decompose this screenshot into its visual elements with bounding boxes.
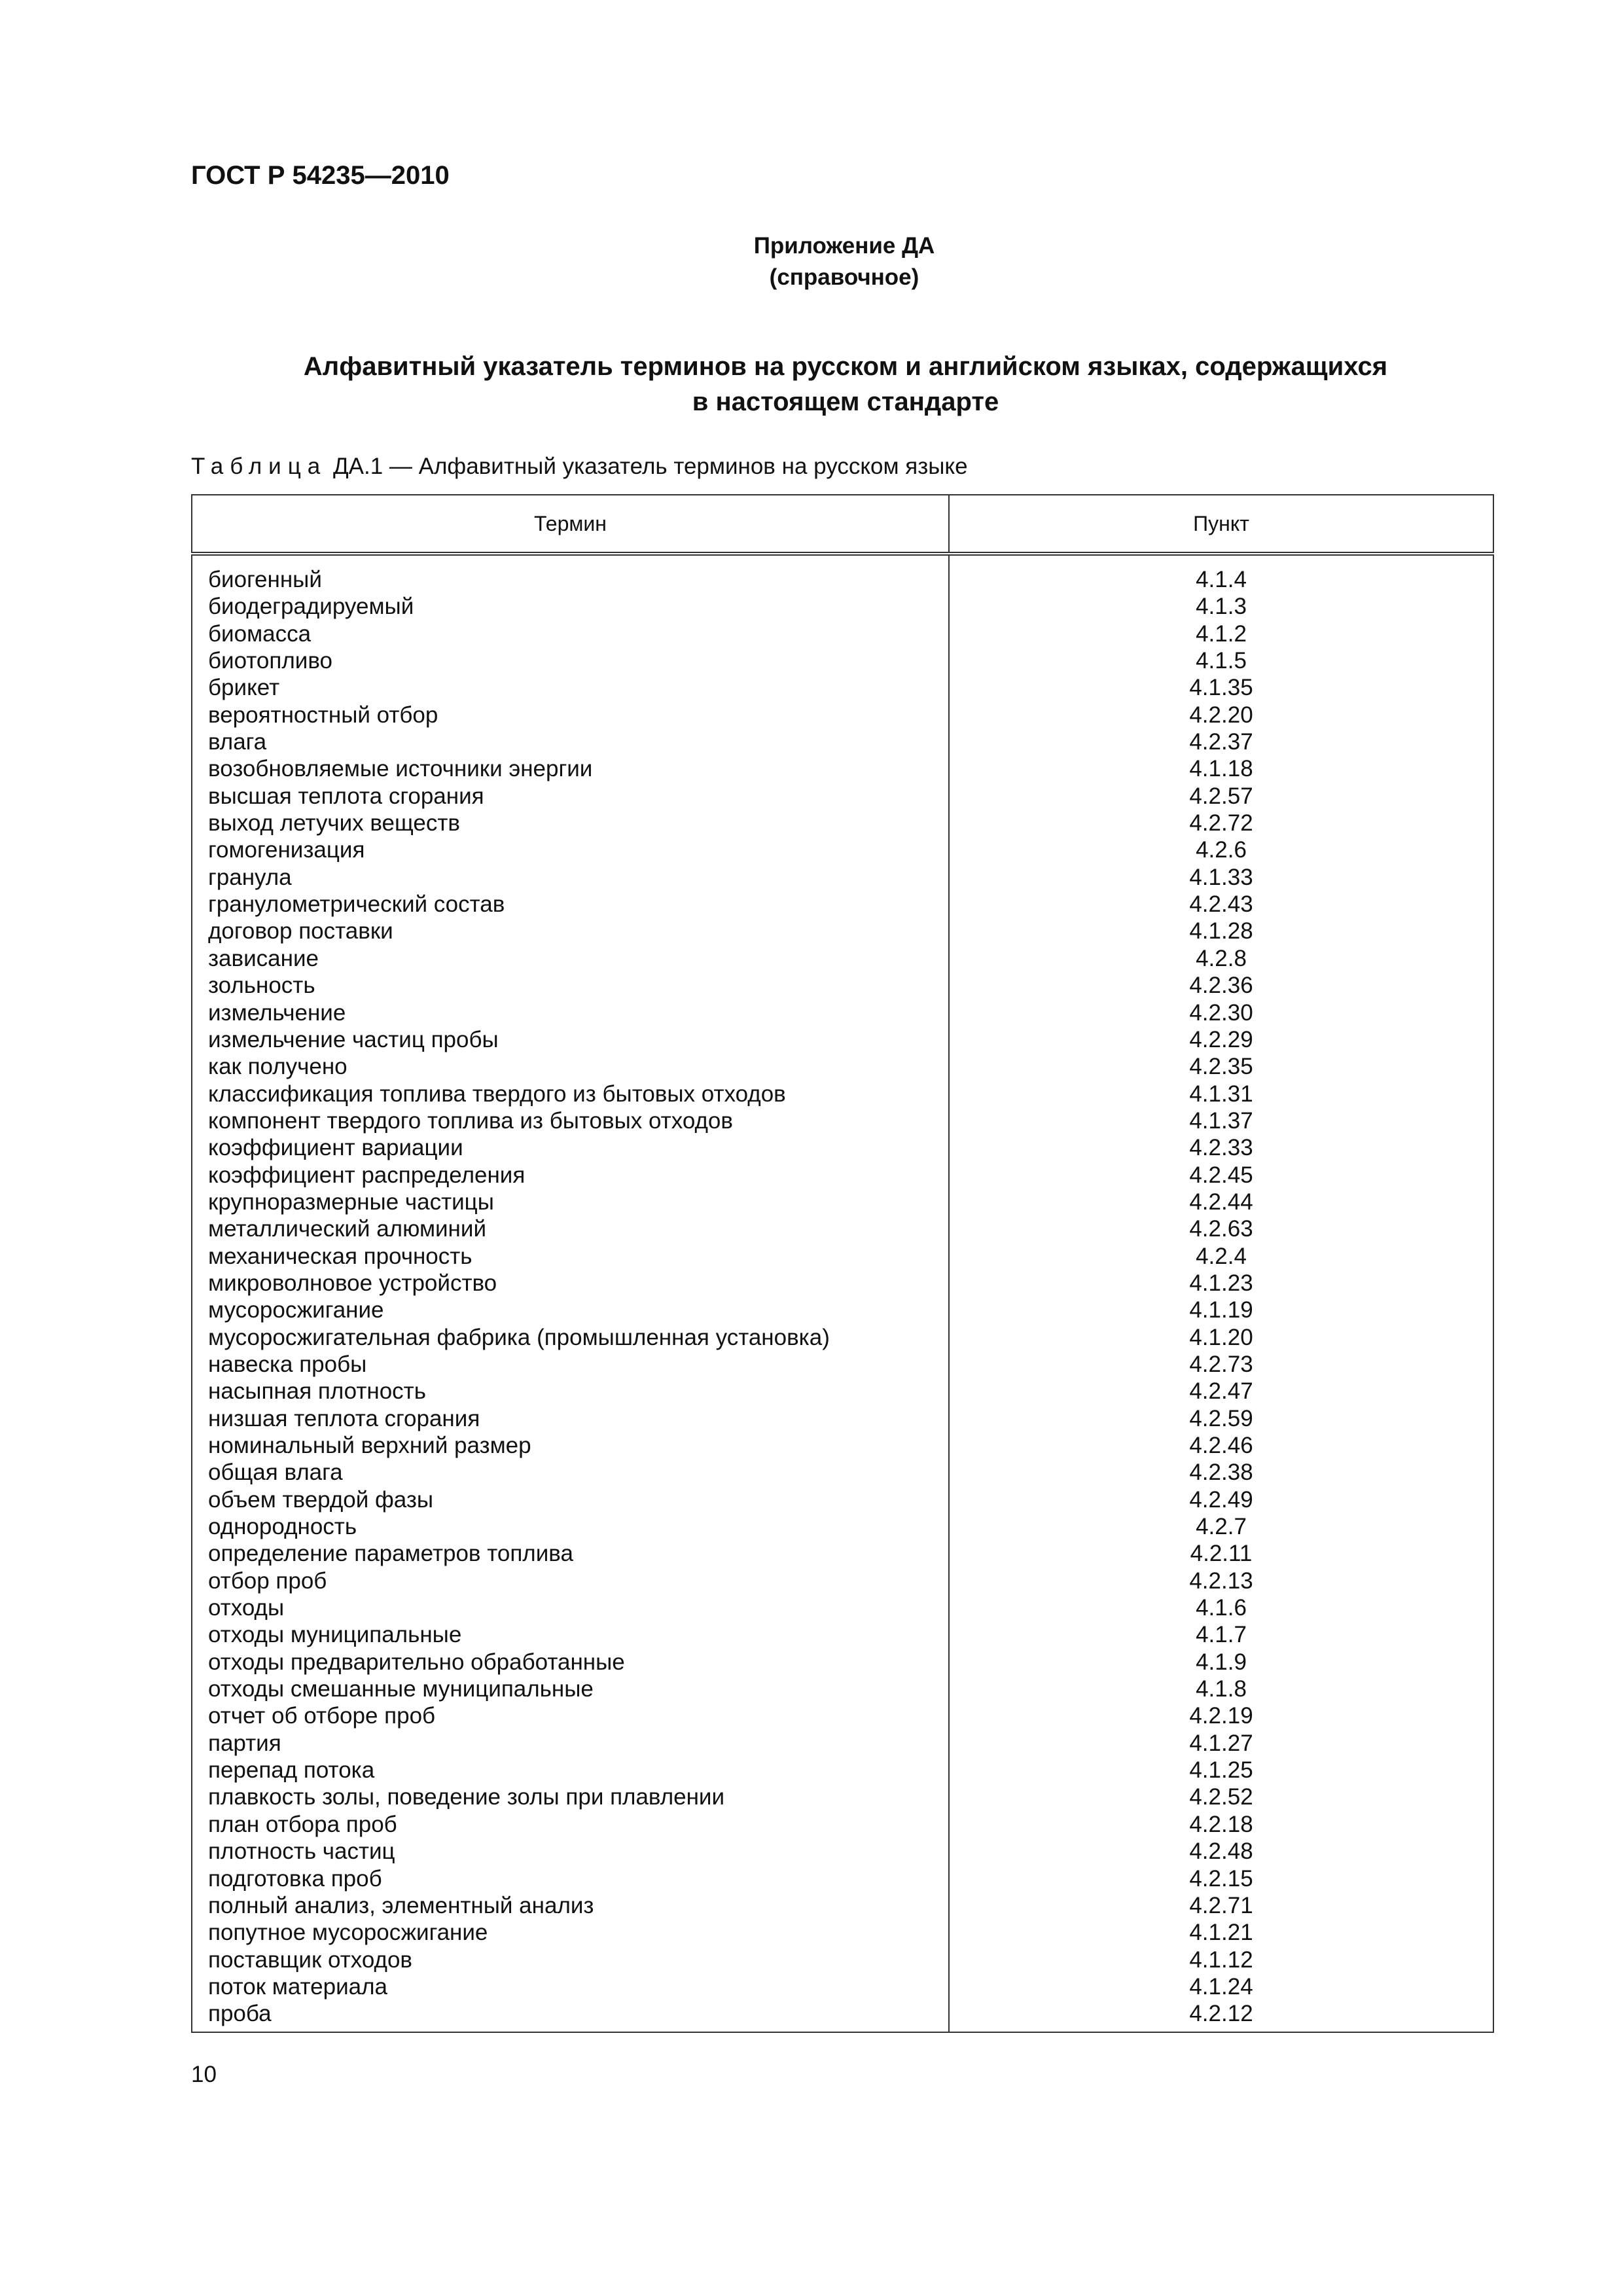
clause-cell: 4.2.13 [949, 1568, 1493, 1594]
clause-cell: 4.2.44 [949, 1189, 1493, 1215]
table-row [192, 1730, 1493, 1757]
clause-cell: 4.2.12 [949, 2000, 1493, 2032]
appendix-heading [654, 230, 1034, 293]
clause-cell: 4.1.5 [949, 647, 1493, 674]
clause-cell: 4.2.72 [949, 810, 1493, 836]
clause-cell: 4.2.63 [949, 1215, 1493, 1242]
clause-cell: 4.2.43 [949, 891, 1493, 918]
term-cell: мусоросжигательная фабрика (промышленная установка) [192, 1324, 949, 1351]
table-row [192, 1053, 1493, 1080]
clause-cell: 4.1.4 [949, 554, 1493, 593]
table-row [192, 783, 1493, 810]
term-cell: плотность частиц [192, 1838, 949, 1865]
clause-cell: 4.2.6 [949, 836, 1493, 863]
term-cell: отходы предварительно обработанные [192, 1649, 949, 1676]
table-row [192, 1973, 1493, 2000]
table-row [192, 1865, 1493, 1892]
clause-cell: 4.1.20 [949, 1324, 1493, 1351]
term-cell: отчет об отборе проб [192, 1702, 949, 1729]
clause-cell: 4.1.33 [949, 864, 1493, 891]
term-cell: проба [192, 2000, 949, 2032]
table-row [192, 1568, 1493, 1594]
table-row [192, 1649, 1493, 1676]
clause-cell: 4.2.7 [949, 1513, 1493, 1540]
term-cell: отходы муниципальные [192, 1621, 949, 1648]
term-cell: биодеградируемый [192, 593, 949, 620]
term-cell: выход летучих веществ [192, 810, 949, 836]
clause-cell: 4.1.35 [949, 674, 1493, 701]
table-row [192, 864, 1493, 891]
term-cell: отходы смешанные муниципальные [192, 1676, 949, 1702]
clause-cell: 4.1.6 [949, 1594, 1493, 1621]
table-row [192, 593, 1493, 620]
clause-cell: 4.1.27 [949, 1730, 1493, 1757]
table-header-row [192, 495, 1493, 554]
clause-cell: 4.1.24 [949, 1973, 1493, 2000]
term-cell: брикет [192, 674, 949, 701]
clause-cell: 4.2.19 [949, 1702, 1493, 1729]
term-cell: подготовка проб [192, 1865, 949, 1892]
table-row [192, 1026, 1493, 1053]
term-cell: биотопливо [192, 647, 949, 674]
term-cell: вероятностный отбор [192, 702, 949, 728]
table-row [192, 1134, 1493, 1161]
table-row [192, 1351, 1493, 1378]
term-index-table [191, 494, 1494, 2033]
table-caption-prefix: Таблица [191, 454, 327, 479]
clause-cell: 4.2.45 [949, 1162, 1493, 1189]
clause-cell: 4.1.8 [949, 1676, 1493, 1702]
table-row [192, 647, 1493, 674]
table-row [192, 1784, 1493, 1810]
term-cell: перепад потока [192, 1757, 949, 1784]
term-cell: крупноразмерные частицы [192, 1189, 949, 1215]
clause-cell: 4.2.47 [949, 1378, 1493, 1405]
term-cell: определение параметров топлива [192, 1540, 949, 1567]
table-row [192, 1892, 1493, 1919]
term-cell: коэффициент вариации [192, 1134, 949, 1161]
table-row [192, 1676, 1493, 1702]
term-cell: отходы [192, 1594, 949, 1621]
clause-cell: 4.1.18 [949, 755, 1493, 782]
term-cell: плавкость золы, поведение золы при плавлении [192, 1784, 949, 1810]
term-cell: навеска пробы [192, 1351, 949, 1378]
term-cell: партия [192, 1730, 949, 1757]
clause-cell: 4.1.2 [949, 620, 1493, 647]
table-row [192, 1621, 1493, 1648]
table-row [192, 1702, 1493, 1729]
term-cell: высшая теплота сгорания [192, 783, 949, 810]
table-row [192, 1189, 1493, 1215]
clause-cell: 4.2.52 [949, 1784, 1493, 1810]
table-row [192, 945, 1493, 972]
term-cell: классификация топлива твердого из бытовых отходов [192, 1081, 949, 1107]
index-title [191, 349, 1500, 420]
term-cell: попутное мусоросжигание [192, 1919, 949, 1946]
clause-cell: 4.2.29 [949, 1026, 1493, 1053]
table-row [192, 1540, 1493, 1567]
clause-cell: 4.2.33 [949, 1134, 1493, 1161]
clause-cell: 4.1.25 [949, 1757, 1493, 1784]
term-cell: низшая теплота сгорания [192, 1405, 949, 1432]
table-row [192, 1486, 1493, 1513]
clause-cell: 4.2.36 [949, 972, 1493, 999]
table-row [192, 1243, 1493, 1270]
term-cell: влага [192, 728, 949, 755]
term-cell: как получено [192, 1053, 949, 1080]
term-cell: отбор проб [192, 1568, 949, 1594]
term-cell: общая влага [192, 1459, 949, 1486]
table-row [192, 1946, 1493, 1973]
table-caption-text: ДА.1 — Алфавитный указатель терминов на русском языке [327, 454, 968, 479]
clause-cell: 4.2.48 [949, 1838, 1493, 1865]
table-row [192, 1459, 1493, 1486]
index-title-line-2: в настоящем стандарте [692, 387, 999, 416]
table-row [192, 1081, 1493, 1107]
term-cell: однородность [192, 1513, 949, 1540]
term-cell: коэффициент распределения [192, 1162, 949, 1189]
clause-cell: 4.2.59 [949, 1405, 1493, 1432]
table-row [192, 1432, 1493, 1459]
term-cell: план отбора проб [192, 1811, 949, 1838]
term-cell: гранула [192, 864, 949, 891]
term-cell: механическая прочность [192, 1243, 949, 1270]
term-cell: номинальный верхний размер [192, 1432, 949, 1459]
term-cell: мусоросжигание [192, 1297, 949, 1323]
term-cell: компонент твердого топлива из бытовых отходов [192, 1107, 949, 1134]
term-cell: гранулометрический состав [192, 891, 949, 918]
table-caption [191, 454, 968, 480]
clause-cell: 4.1.7 [949, 1621, 1493, 1648]
table-row [192, 918, 1493, 944]
table-row [192, 755, 1493, 782]
clause-cell: 4.1.19 [949, 1297, 1493, 1323]
clause-cell: 4.2.49 [949, 1486, 1493, 1513]
clause-cell: 4.2.11 [949, 1540, 1493, 1567]
table-row [192, 810, 1493, 836]
table-row [192, 1594, 1493, 1621]
clause-cell: 4.1.3 [949, 593, 1493, 620]
appendix-subtitle: (справочное) [769, 264, 919, 290]
table-row [192, 1919, 1493, 1946]
table-row [192, 620, 1493, 647]
document-code: ГОСТ Р 54235—2010 [191, 161, 450, 190]
table-row [192, 1297, 1493, 1323]
clause-cell: 4.1.21 [949, 1919, 1493, 1946]
table-row [192, 728, 1493, 755]
table-row [192, 999, 1493, 1026]
clause-cell: 4.1.31 [949, 1081, 1493, 1107]
table-row [192, 1162, 1493, 1189]
table-row [192, 554, 1493, 593]
term-cell: измельчение [192, 999, 949, 1026]
clause-cell: 4.2.46 [949, 1432, 1493, 1459]
term-cell: металлический алюминий [192, 1215, 949, 1242]
appendix-title: Приложение ДА [753, 233, 935, 259]
clause-cell: 4.2.37 [949, 728, 1493, 755]
term-cell: зависание [192, 945, 949, 972]
index-title-line-1: Алфавитный указатель терминов на русском и английском языках, содержащихся [303, 352, 1388, 381]
table-row [192, 1405, 1493, 1432]
table-row [192, 1513, 1493, 1540]
table-row [192, 1215, 1493, 1242]
clause-cell: 4.1.28 [949, 918, 1493, 944]
table-row [192, 1757, 1493, 1784]
page-number: 10 [191, 2062, 217, 2087]
clause-cell: 4.2.38 [949, 1459, 1493, 1486]
clause-cell: 4.2.57 [949, 783, 1493, 810]
clause-cell: 4.1.9 [949, 1649, 1493, 1676]
table-row [192, 972, 1493, 999]
term-cell: гомогенизация [192, 836, 949, 863]
table-row [192, 1378, 1493, 1405]
clause-cell: 4.1.23 [949, 1270, 1493, 1297]
table-body [192, 554, 1493, 2032]
table-row [192, 702, 1493, 728]
clause-cell: 4.2.73 [949, 1351, 1493, 1378]
table-row [192, 891, 1493, 918]
clause-cell: 4.2.71 [949, 1892, 1493, 1919]
term-cell: измельчение частиц пробы [192, 1026, 949, 1053]
term-cell: возобновляемые источники энергии [192, 755, 949, 782]
table-row [192, 1324, 1493, 1351]
term-cell: насыпная плотность [192, 1378, 949, 1405]
term-cell: полный анализ, элементный анализ [192, 1892, 949, 1919]
term-cell: договор поставки [192, 918, 949, 944]
term-cell: объем твердой фазы [192, 1486, 949, 1513]
clause-cell: 4.2.8 [949, 945, 1493, 972]
clause-cell: 4.2.4 [949, 1243, 1493, 1270]
table-row [192, 2000, 1493, 2032]
term-cell: зольность [192, 972, 949, 999]
table-row [192, 1270, 1493, 1297]
table-row [192, 674, 1493, 701]
clause-cell: 4.2.15 [949, 1865, 1493, 1892]
table-row [192, 1838, 1493, 1865]
term-cell: поставщик отходов [192, 1946, 949, 1973]
table-row [192, 836, 1493, 863]
table-row [192, 1811, 1493, 1838]
table-row [192, 1107, 1493, 1134]
term-cell: микроволновое устройство [192, 1270, 949, 1297]
clause-cell: 4.2.18 [949, 1811, 1493, 1838]
term-cell: биогенный [192, 554, 949, 593]
clause-cell: 4.2.35 [949, 1053, 1493, 1080]
header-clause: Пункт [949, 495, 1493, 554]
clause-cell: 4.2.20 [949, 702, 1493, 728]
clause-cell: 4.1.37 [949, 1107, 1493, 1134]
header-term: Термин [192, 495, 949, 554]
term-cell: поток материала [192, 1973, 949, 2000]
clause-cell: 4.2.30 [949, 999, 1493, 1026]
clause-cell: 4.1.12 [949, 1946, 1493, 1973]
term-cell: биомасса [192, 620, 949, 647]
